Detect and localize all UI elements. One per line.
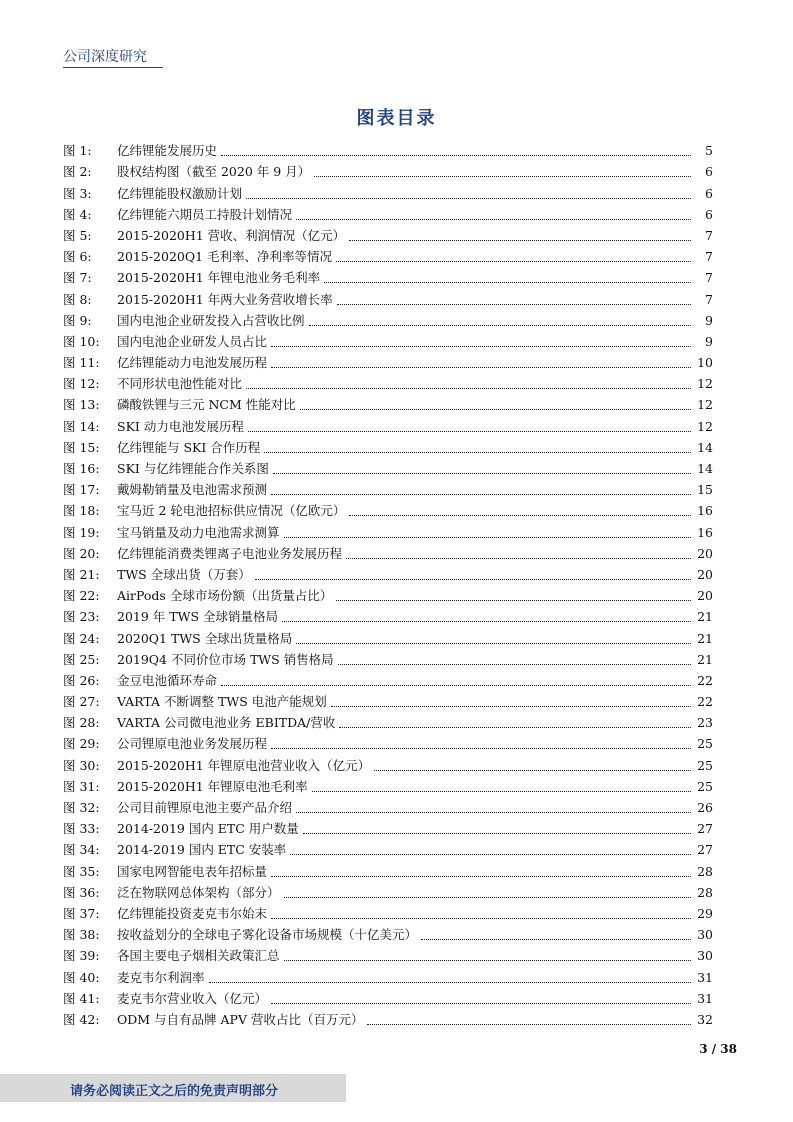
toc-entry-number: 图 37: bbox=[63, 905, 100, 921]
toc-entry-label bbox=[63, 906, 267, 922]
toc-leader-dots bbox=[271, 346, 691, 347]
toc-entry-page: 20 bbox=[697, 566, 713, 582]
toc-entry-title: VARTA 公司微电池业务 EBITDA/营收 bbox=[117, 715, 336, 731]
toc-entry-title: 2015-2020H1 年两大业务营收增长率 bbox=[117, 291, 333, 307]
toc-entry-title: 金豆电池循环寿命 bbox=[117, 672, 218, 688]
toc-entry-page: 28 bbox=[697, 884, 713, 900]
toc-leader-dots bbox=[255, 579, 691, 580]
toc-entry-label bbox=[63, 927, 417, 943]
toc-entry-page: 9 bbox=[705, 312, 713, 328]
toc-leader-dots bbox=[246, 388, 691, 389]
toc-entry[interactable] bbox=[63, 159, 713, 180]
toc-entry-title: 麦克韦尔利润率 bbox=[117, 969, 205, 985]
footer-bar bbox=[0, 1074, 346, 1102]
toc-entry-number: 图 36: bbox=[63, 884, 100, 900]
toc-leader-dots bbox=[248, 431, 691, 432]
toc-entry-page: 20 bbox=[697, 545, 713, 561]
toc-entry-number: 图 5: bbox=[63, 227, 92, 243]
toc-entry-title: 亿纬锂能六期员工持股计划情况 bbox=[117, 206, 293, 222]
toc-entry-title: 戴姆勒销量及电池需求预测 bbox=[117, 482, 268, 498]
toc-entry-page: 31 bbox=[697, 990, 713, 1006]
toc-entry-title: 亿纬锂能投资麦克韦尔始末 bbox=[117, 905, 268, 921]
toc-entry-page: 7 bbox=[705, 291, 713, 307]
toc-entry-page: 25 bbox=[697, 757, 713, 773]
header-divider bbox=[63, 67, 163, 68]
toc-entry[interactable] bbox=[63, 816, 713, 837]
toc-entry[interactable] bbox=[63, 180, 713, 201]
toc-entry-label bbox=[63, 397, 296, 413]
toc-leader-dots bbox=[336, 600, 691, 601]
toc-entry[interactable] bbox=[63, 477, 713, 498]
toc-entry-number: 图 23: bbox=[63, 609, 100, 625]
toc-entry-title: 股权结构图（截至 2020 年 9 月） bbox=[117, 164, 311, 180]
toc-entry[interactable] bbox=[63, 519, 713, 540]
toc-entry-label bbox=[63, 842, 286, 858]
toc-entry[interactable] bbox=[63, 986, 713, 1007]
toc-entry-title: 亿纬锂能消费类锂离子电池业务发展历程 bbox=[117, 545, 343, 561]
toc-leader-dots bbox=[336, 261, 691, 262]
toc-entry-label bbox=[63, 673, 217, 689]
toc-leader-dots bbox=[421, 939, 691, 940]
toc-entry-label bbox=[63, 609, 278, 625]
toc-entry-title: 2015-2020Q1 毛利率、净利率等情况 bbox=[117, 249, 333, 265]
toc-entry[interactable] bbox=[63, 647, 713, 668]
toc-entry-page: 21 bbox=[697, 609, 713, 625]
toc-entry-label bbox=[63, 970, 205, 986]
toc-entry-page: 23 bbox=[697, 715, 713, 731]
toc-entry[interactable] bbox=[63, 456, 713, 477]
toc-entry-page: 15 bbox=[697, 482, 713, 498]
toc-entry-page: 21 bbox=[697, 651, 713, 667]
toc-entry-title: SKI 与亿纬锂能合作关系图 bbox=[117, 461, 269, 476]
toc-entry[interactable] bbox=[63, 922, 713, 943]
toc-entry-page: 29 bbox=[697, 905, 713, 921]
toc-leader-dots bbox=[271, 1003, 691, 1004]
toc-entry-label bbox=[63, 482, 267, 498]
toc-entry-page: 20 bbox=[697, 588, 713, 604]
toc-leader-dots bbox=[296, 219, 691, 220]
toc-entry-label bbox=[63, 355, 267, 371]
toc-leader-dots bbox=[271, 367, 691, 368]
toc-entry[interactable] bbox=[63, 435, 713, 456]
toc-entry-label bbox=[63, 588, 332, 604]
toc-entry-title: 宝马近 2 轮电池招标供应情况（亿欧元） bbox=[117, 503, 346, 519]
toc-entry-label bbox=[63, 864, 267, 880]
page-number: 3 / 38 bbox=[699, 1042, 737, 1056]
toc-entry[interactable] bbox=[63, 562, 713, 583]
toc-entry[interactable] bbox=[63, 710, 713, 731]
toc-entry-page: 30 bbox=[697, 927, 713, 943]
toc-leader-dots bbox=[271, 494, 691, 495]
toc-entry-title: 2014-2019 国内 ETC 安装率 bbox=[117, 842, 287, 858]
toc-entry-label bbox=[63, 800, 292, 816]
toc-entry-page: 31 bbox=[697, 969, 713, 985]
toc-entry-number: 图 32: bbox=[63, 800, 100, 815]
toc-entry-label bbox=[63, 228, 345, 244]
toc-entry[interactable] bbox=[63, 752, 713, 773]
toc-leader-dots bbox=[273, 473, 691, 474]
toc-entry-page: 14 bbox=[697, 461, 713, 476]
toc-leader-dots bbox=[221, 685, 691, 686]
toc-entry-title: 公司锂原电池业务发展历程 bbox=[117, 736, 268, 752]
toc-entry-page: 6 bbox=[705, 185, 713, 201]
toc-entry-label bbox=[63, 186, 242, 202]
toc-entry-title: 不同形状电池性能对比 bbox=[117, 376, 243, 392]
toc-entry-label bbox=[63, 736, 267, 752]
toc-entry-number: 图 20: bbox=[63, 545, 100, 561]
toc-entry-page: 27 bbox=[697, 842, 713, 858]
toc-entry-title: 2014-2019 国内 ETC 用户数量 bbox=[117, 821, 299, 837]
toc-entry-label bbox=[63, 461, 269, 477]
toc-entry-number: 图 14: bbox=[63, 418, 100, 434]
toc-entry-title: 亿纬锂能发展历史 bbox=[117, 143, 218, 159]
toc-entry-number: 图 34: bbox=[63, 842, 100, 858]
toc-entry-number: 图 3: bbox=[63, 185, 92, 201]
toc-entry-label bbox=[63, 164, 310, 180]
toc-entry[interactable] bbox=[63, 689, 713, 710]
toc-entry-label bbox=[63, 948, 280, 964]
toc-entry[interactable] bbox=[63, 858, 713, 879]
toc-entry[interactable] bbox=[63, 202, 713, 223]
toc-leader-dots bbox=[312, 791, 691, 792]
toc-entry-title: 麦克韦尔营业收入（亿元） bbox=[117, 990, 268, 1006]
toc-entry-label bbox=[63, 885, 280, 901]
toc-entry-title: AirPods 全球市场份额（出货量占比） bbox=[117, 588, 333, 604]
toc-entry-page: 27 bbox=[697, 821, 713, 837]
toc-entry[interactable] bbox=[63, 392, 713, 413]
page-title: 图表目录 bbox=[356, 108, 437, 129]
toc-leader-dots bbox=[349, 240, 691, 241]
toc-entry-label bbox=[63, 991, 267, 1007]
toc-entry-label bbox=[63, 503, 345, 519]
toc-entry-page: 6 bbox=[705, 206, 713, 222]
toc-entry-title: 国内电池企业研发投入占营收比例 bbox=[117, 312, 305, 328]
toc-leader-dots bbox=[303, 833, 691, 834]
toc-entry-title: 宝马销量及动力电池需求测算 bbox=[117, 524, 280, 540]
toc-entry-label bbox=[63, 779, 308, 795]
toc-entry[interactable] bbox=[63, 795, 713, 816]
toc-leader-dots bbox=[339, 727, 691, 728]
toc-entry-title: TWS 全球出货（万套） bbox=[117, 566, 251, 582]
toc-entry-title: 各国主要电子烟相关政策汇总 bbox=[117, 948, 280, 964]
footer-disclaimer: 请务必阅读正文之后的免责声明部分 bbox=[70, 1084, 279, 1099]
toc-leader-dots bbox=[271, 876, 691, 877]
toc-entry[interactable] bbox=[63, 604, 713, 625]
toc-leader-dots bbox=[374, 770, 691, 771]
toc-entry-number: 图 27: bbox=[63, 694, 100, 710]
toc-leader-dots bbox=[290, 854, 691, 855]
toc-leader-dots bbox=[221, 155, 691, 156]
toc-entry-number: 图 31: bbox=[63, 778, 100, 794]
toc-entry-number: 图 2: bbox=[63, 164, 92, 180]
toc-leader-dots bbox=[246, 198, 691, 199]
toc-leader-dots bbox=[271, 918, 691, 919]
toc-entry-title: 2015-2020H1 年锂原电池营业收入（亿元） bbox=[117, 757, 371, 773]
toc-entry-page: 25 bbox=[697, 736, 713, 752]
toc-entry-page: 26 bbox=[697, 800, 713, 815]
toc-entry[interactable] bbox=[63, 308, 713, 329]
toc-entry-number: 图 6: bbox=[63, 249, 92, 265]
toc-entry-page: 22 bbox=[697, 694, 713, 710]
toc-leader-dots bbox=[296, 812, 691, 813]
toc-leader-dots bbox=[264, 452, 691, 453]
toc-entry-label bbox=[63, 715, 335, 731]
toc-entry-label bbox=[63, 207, 292, 223]
toc-entry-label bbox=[63, 758, 370, 774]
toc-entry[interactable] bbox=[63, 413, 713, 434]
toc-entry-title: 亿纬锂能股权激励计划 bbox=[117, 185, 243, 201]
toc-entry-label bbox=[63, 525, 280, 541]
toc-entry-number: 图 33: bbox=[63, 821, 100, 837]
toc-entry[interactable] bbox=[63, 837, 713, 858]
toc-entry[interactable] bbox=[63, 668, 713, 689]
toc-leader-dots bbox=[324, 282, 691, 283]
toc-entry-page: 28 bbox=[697, 863, 713, 879]
toc-entry-page: 14 bbox=[697, 439, 713, 455]
toc-entry[interactable] bbox=[63, 265, 713, 286]
toc-leader-dots bbox=[300, 409, 691, 410]
toc-leader-dots bbox=[296, 643, 691, 644]
toc-entry-title: 按收益划分的全球电子雾化设备市场规模（十亿美元） bbox=[117, 927, 418, 943]
toc-entry-number: 图 42: bbox=[63, 1011, 100, 1027]
toc-entry-page: 22 bbox=[697, 672, 713, 688]
toc-entry-number: 图 25: bbox=[63, 651, 100, 667]
toc-entry[interactable] bbox=[63, 774, 713, 795]
toc-entry-title: 2019Q4 不同价位市场 TWS 销售格局 bbox=[117, 651, 334, 667]
toc-entry-page: 5 bbox=[705, 143, 713, 159]
toc-entry-label bbox=[63, 292, 333, 308]
header-title: 公司深度研究 bbox=[63, 49, 147, 65]
toc-leader-dots bbox=[282, 621, 691, 622]
toc-entry-number: 图 29: bbox=[63, 736, 100, 752]
toc-entry[interactable] bbox=[63, 583, 713, 604]
toc-entry-page: 9 bbox=[705, 333, 713, 349]
toc-entry-title: 2015-2020H1 年锂电池业务毛利率 bbox=[117, 270, 321, 286]
toc-leader-dots bbox=[314, 176, 691, 177]
toc-entry[interactable] bbox=[63, 901, 713, 922]
toc-entry-label bbox=[63, 694, 327, 710]
toc-entry[interactable] bbox=[63, 138, 713, 159]
toc-entry-number: 图 19: bbox=[63, 524, 100, 540]
toc-leader-dots bbox=[309, 325, 691, 326]
toc-entry[interactable] bbox=[63, 223, 713, 244]
toc-entry-page: 25 bbox=[697, 778, 713, 794]
toc-entry-label bbox=[63, 419, 244, 435]
toc-entry-page: 16 bbox=[697, 503, 713, 519]
toc-entry-number: 图 11: bbox=[63, 355, 100, 371]
toc-entry-number: 图 39: bbox=[63, 948, 100, 964]
toc-entry-label bbox=[63, 546, 342, 562]
toc-entry[interactable] bbox=[63, 880, 713, 901]
toc-entry-number: 图 8: bbox=[63, 291, 92, 307]
toc-leader-dots bbox=[284, 537, 691, 538]
toc-entry[interactable] bbox=[63, 731, 713, 752]
toc-entry-title: VARTA 不断调整 TWS 电池产能规划 bbox=[117, 694, 327, 710]
toc-entry-number: 图 28: bbox=[63, 715, 100, 731]
toc-entry-page: 21 bbox=[697, 630, 713, 646]
toc-entry-label bbox=[63, 1012, 363, 1028]
toc-entry-title: 2015-2020H1 营收、利润情况（亿元） bbox=[117, 227, 346, 243]
toc-leader-dots bbox=[367, 1024, 691, 1025]
toc-entry-number: 图 40: bbox=[63, 969, 100, 985]
toc-entry-number: 图 4: bbox=[63, 206, 92, 222]
toc-entry-number: 图 35: bbox=[63, 863, 100, 879]
toc-entry-label bbox=[63, 313, 305, 329]
toc-entry-title: 国家电网智能电表年招标量 bbox=[117, 863, 268, 879]
toc-entry-number: 图 12: bbox=[63, 376, 100, 392]
toc-entry[interactable] bbox=[63, 371, 713, 392]
toc-entry-number: 图 16: bbox=[63, 461, 100, 476]
toc-entry-title: 2019 年 TWS 全球销量格局 bbox=[117, 609, 278, 625]
toc-entry-title: SKI 动力电池发展历程 bbox=[117, 418, 244, 434]
toc-entry[interactable] bbox=[63, 350, 713, 371]
toc-entry[interactable] bbox=[63, 498, 713, 519]
toc-entry-number: 图 10: bbox=[63, 333, 100, 349]
toc-entry-title: 磷酸铁锂与三元 NCM 性能对比 bbox=[117, 397, 296, 413]
toc-entry-number: 图 24: bbox=[63, 630, 100, 646]
toc-entry-title: 亿纬锂能与 SKI 合作历程 bbox=[117, 439, 261, 455]
toc-entry-title: ODM 与自有品牌 APV 营收占比（百万元） bbox=[117, 1011, 364, 1027]
toc-entry-page: 12 bbox=[697, 397, 713, 413]
toc-leader-dots bbox=[346, 558, 691, 559]
toc-entry-page: 12 bbox=[697, 376, 713, 392]
toc-entry-number: 图 18: bbox=[63, 503, 100, 519]
toc-entry-title: 公司目前锂原电池主要产品介绍 bbox=[117, 800, 293, 815]
toc-entry-page: 10 bbox=[697, 355, 713, 371]
toc-entry-page: 30 bbox=[697, 948, 713, 964]
toc-entry-title: 2020Q1 TWS 全球出货量格局 bbox=[117, 630, 293, 646]
toc-entry-number: 图 7: bbox=[63, 270, 92, 286]
toc-entry[interactable] bbox=[63, 1007, 713, 1028]
toc-entry-label bbox=[63, 334, 267, 350]
toc-entry[interactable] bbox=[63, 329, 713, 350]
toc-entry-page: 7 bbox=[705, 227, 713, 243]
toc-entry-page: 7 bbox=[705, 270, 713, 286]
toc-entry[interactable] bbox=[63, 964, 713, 985]
toc-entry-label bbox=[63, 821, 299, 837]
toc-leader-dots bbox=[331, 706, 691, 707]
toc-entry[interactable] bbox=[63, 541, 713, 562]
toc-entry-page: 6 bbox=[705, 164, 713, 180]
toc-leader-dots bbox=[349, 515, 691, 516]
toc-list bbox=[63, 138, 713, 1028]
toc-leader-dots bbox=[271, 748, 691, 749]
toc-entry-number: 图 38: bbox=[63, 927, 100, 943]
toc-entry-page: 32 bbox=[697, 1011, 713, 1027]
toc-entry[interactable] bbox=[63, 625, 713, 646]
toc-entry-page: 7 bbox=[705, 249, 713, 265]
toc-entry-number: 图 22: bbox=[63, 588, 100, 604]
toc-entry-number: 图 30: bbox=[63, 757, 100, 773]
toc-entry-page: 16 bbox=[697, 524, 713, 540]
toc-entry-label bbox=[63, 652, 334, 668]
toc-entry-label bbox=[63, 249, 332, 265]
toc-entry-number: 图 41: bbox=[63, 990, 100, 1006]
toc-leader-dots bbox=[209, 982, 691, 983]
toc-entry-title: 国内电池企业研发人员占比 bbox=[117, 333, 268, 349]
toc-entry-number: 图 26: bbox=[63, 672, 100, 688]
toc-entry-title: 亿纬锂能动力电池发展历程 bbox=[117, 355, 268, 371]
toc-leader-dots bbox=[284, 960, 691, 961]
toc-entry-label bbox=[63, 631, 292, 647]
toc-entry-label bbox=[63, 440, 260, 456]
toc-leader-dots bbox=[338, 664, 691, 665]
toc-leader-dots bbox=[337, 304, 691, 305]
toc-leader-dots bbox=[284, 897, 691, 898]
toc-entry-number: 图 9: bbox=[63, 312, 92, 328]
toc-entry[interactable] bbox=[63, 244, 713, 265]
toc-entry-number: 图 13: bbox=[63, 397, 100, 413]
toc-entry[interactable] bbox=[63, 286, 713, 307]
toc-entry-label bbox=[63, 376, 242, 392]
toc-entry-label bbox=[63, 143, 217, 159]
toc-entry[interactable] bbox=[63, 943, 713, 964]
toc-entry-number: 图 17: bbox=[63, 482, 100, 498]
toc-entry-label bbox=[63, 270, 320, 286]
toc-entry-number: 图 1: bbox=[63, 143, 92, 159]
toc-entry-number: 图 21: bbox=[63, 566, 100, 582]
toc-entry-label bbox=[63, 567, 251, 583]
toc-entry-title: 泛在物联网总体架构（部分） bbox=[117, 884, 280, 900]
toc-entry-number: 图 15: bbox=[63, 439, 100, 455]
toc-entry-title: 2015-2020H1 年锂原电池毛利率 bbox=[117, 778, 308, 794]
toc-entry-page: 12 bbox=[697, 418, 713, 434]
